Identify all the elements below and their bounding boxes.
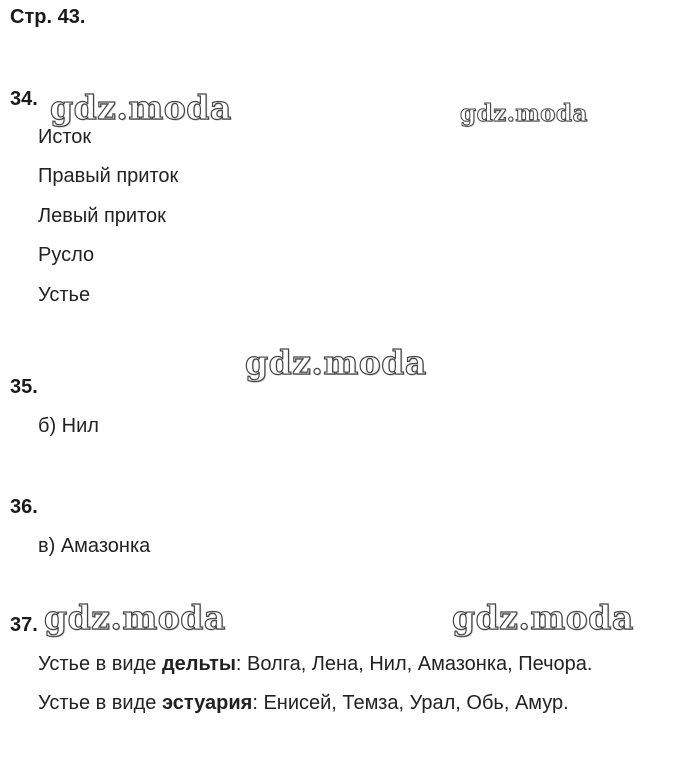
task-37-estuary-line — [38, 692, 569, 715]
delta-term: дельты — [161, 653, 236, 675]
estuary-term: эстуария — [161, 692, 253, 714]
task-37-number: 37. — [10, 614, 38, 636]
task-34-item-riverbed: Русло — [38, 244, 95, 266]
task-36-number: 36. — [10, 496, 38, 518]
task-37-delta-line — [38, 653, 592, 676]
task-35-answer: б) Нил — [38, 415, 99, 437]
watermark-logo: gdz.moda — [452, 598, 634, 637]
task-35-number: 35. — [10, 376, 38, 398]
task-34-item-source: Исток — [38, 126, 92, 148]
page-title: Стр. 43. — [10, 6, 86, 28]
task-34-number: 34. — [10, 88, 38, 110]
estuary-prefix: Устье в виде — [38, 692, 162, 714]
task-34-item-right-tributary: Правый приток — [38, 165, 179, 187]
delta-prefix: Устье в виде — [38, 653, 162, 675]
watermark-logo: gdz.moda — [460, 100, 588, 127]
watermark-logo: gdz.moda — [245, 343, 427, 382]
delta-rivers: : Волга, Лена, Нил, Амазонка, Печора. — [235, 653, 593, 675]
watermark-logo: gdz.moda — [50, 88, 232, 127]
task-36-answer: в) Амазонка — [38, 535, 151, 557]
task-34-item-mouth: Устье — [38, 284, 91, 306]
estuary-rivers: : Енисей, Темза, Урал, Обь, Амур. — [252, 692, 569, 714]
watermark-logo: gdz.moda — [44, 598, 226, 637]
task-34-item-left-tributary: Левый приток — [38, 205, 166, 227]
